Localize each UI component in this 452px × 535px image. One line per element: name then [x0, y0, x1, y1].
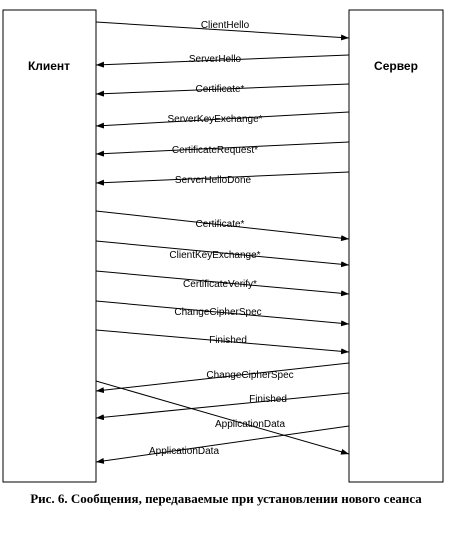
client-label: Клиент [27, 59, 71, 73]
message-label: ClientKeyExchange* [169, 250, 261, 261]
message-label: ApplicationData [214, 419, 286, 430]
client-box [3, 10, 96, 482]
message-label: CertificateRequest* [171, 145, 259, 156]
message-label: ServerHelloDone [174, 175, 252, 186]
message-label: ClientHello [200, 20, 250, 31]
message-label: ApplicationData [148, 446, 220, 457]
message-label: ServerHello [188, 54, 242, 65]
server-label: Сервер [374, 59, 418, 73]
message-label: ServerKeyExchange* [167, 114, 263, 125]
message-label: Finished [249, 394, 287, 405]
message-arrow [96, 393, 349, 418]
message-arrow [96, 381, 349, 454]
message-arrow [96, 426, 349, 462]
message-label: Certificate* [195, 84, 245, 95]
message-label: Finished [209, 335, 247, 346]
message-label: CertificateVerify* [183, 279, 257, 290]
message-label: ChangeCipherSpec [206, 370, 294, 381]
figure-caption: Рис. 6. Сообщения, передаваемые при установлении нового сеанса [30, 491, 422, 506]
message-label: ChangeCipherSpec [174, 307, 262, 318]
message-list [96, 20, 349, 462]
server-box [349, 10, 443, 482]
message-label: Certificate* [195, 219, 245, 230]
